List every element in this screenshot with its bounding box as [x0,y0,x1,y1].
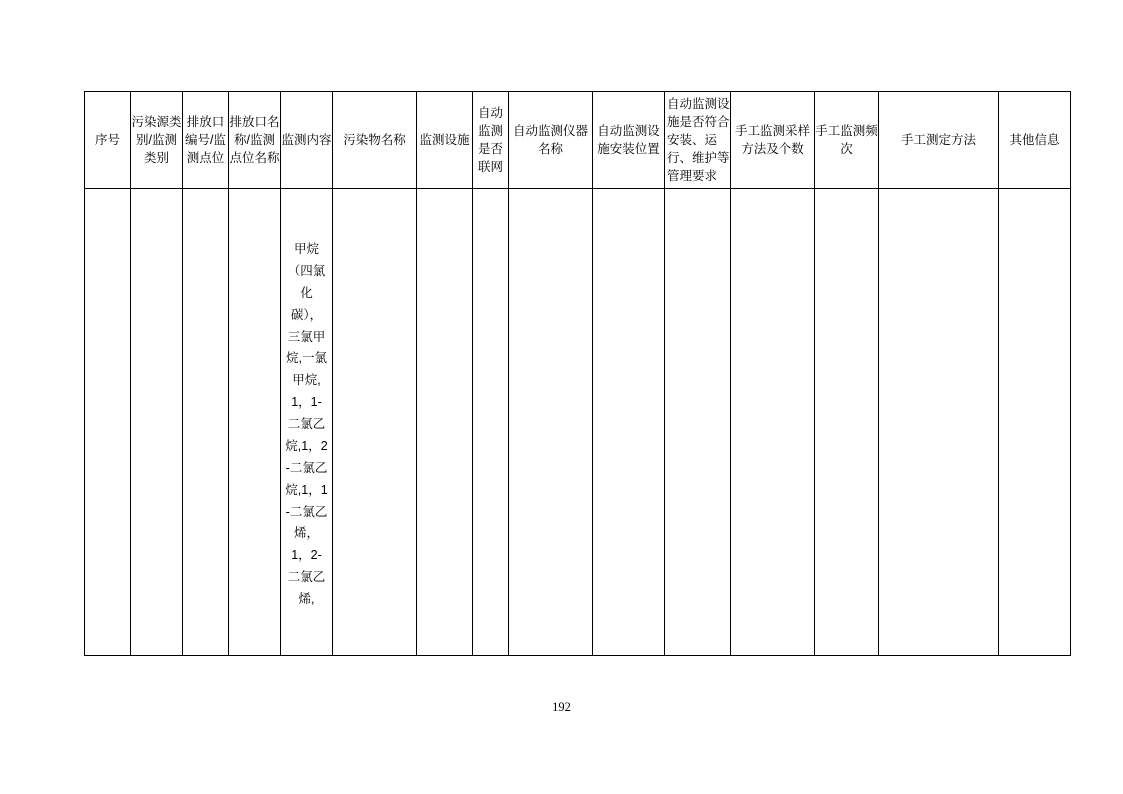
cell-auto-networked-value [473,419,508,425]
column-header-auto-networked-label: 自动监测是否联网 [477,105,503,175]
cell-pollutant-name [333,189,417,656]
column-header-monitoring-facility [417,92,473,189]
column-header-outlet-name-label: 排放口名称/监测点位名称 [229,114,280,166]
column-header-manual-sampling-method-label: 手工监测采样方法及个数 [734,123,810,156]
column-header-auto-networked [473,92,509,189]
column-header-manual-frequency [815,92,879,189]
cell-monitoring-facility-value [417,419,472,425]
column-header-manual-frequency-label: 手工监测频次 [815,123,878,156]
cell-source-category-value [131,419,182,425]
cell-manual-frequency [815,189,879,656]
cell-auto-instrument-name [509,189,593,656]
column-header-auto-compliance [665,92,731,189]
column-header-outlet-code-label: 排放口编号/监测点位 [185,114,226,166]
column-header-manual-measure-method [879,92,999,189]
table-header [85,92,1071,189]
table-body [85,189,1071,656]
column-header-monitoring-content [281,92,333,189]
cell-outlet-code-value [183,419,228,425]
column-header-source-category [131,92,183,189]
column-header-manual-measure-method-label: 手工测定方法 [900,132,976,147]
table-header-row [85,92,1071,189]
monitoring-table [84,91,1071,656]
cell-outlet-code [183,189,229,656]
cell-auto-compliance-value [665,419,730,425]
page-number: 192 [552,700,571,714]
cell-serial [85,189,131,656]
column-header-pollutant-name [333,92,417,189]
cell-outlet-name-value [229,419,280,425]
cell-other-info-value [999,419,1070,425]
cell-manual-measure-method-value [879,419,998,425]
column-header-auto-install-location-label: 自动监测设施安装位置 [597,123,660,156]
cell-source-category [131,189,183,656]
column-header-other-info-label: 其他信息 [1009,132,1060,147]
cell-auto-networked [473,189,509,656]
column-header-source-category-label: 污染源类别/监测类别 [131,114,182,166]
column-header-other-info [999,92,1071,189]
cell-serial-value [85,419,130,425]
column-header-serial-label: 序号 [94,132,120,147]
cell-auto-install-location-value [593,419,664,425]
column-header-manual-sampling-method [731,92,815,189]
column-header-monitoring-content-label: 监测内容 [281,132,332,147]
column-header-auto-install-location [593,92,665,189]
cell-monitoring-content-value: 甲烷（四氯化碳），三氯甲烷,一氯甲烷,1，1-二氯乙烷,1，2-二氯乙烷,1，1-二氯乙烯，1，2-二氯乙烯, [285,242,328,607]
cell-manual-measure-method [879,189,999,656]
cell-manual-frequency-value [815,419,878,425]
cell-manual-sampling-method [731,189,815,656]
cell-auto-instrument-name-value [509,419,592,425]
column-header-auto-compliance-label: 自动监测设施是否符合安装、运行、维护等管理要求 [667,96,730,184]
cell-auto-install-location [593,189,665,656]
cell-outlet-name [229,189,281,656]
column-header-pollutant-name-label: 污染物名称 [343,132,406,147]
cell-manual-sampling-method-value [731,419,814,425]
monitoring-table-container [84,91,1060,656]
column-header-monitoring-facility-label: 监测设施 [419,132,470,147]
column-header-serial [85,92,131,189]
cell-monitoring-facility [417,189,473,656]
table-row [85,189,1071,656]
cell-auto-compliance [665,189,731,656]
column-header-outlet-code [183,92,229,189]
column-header-outlet-name [229,92,281,189]
column-header-auto-instrument-name-label: 自动监测仪器名称 [512,123,588,156]
cell-other-info [999,189,1071,656]
cell-monitoring-content [281,189,333,656]
cell-pollutant-name-value [333,419,416,425]
column-header-auto-instrument-name [509,92,593,189]
